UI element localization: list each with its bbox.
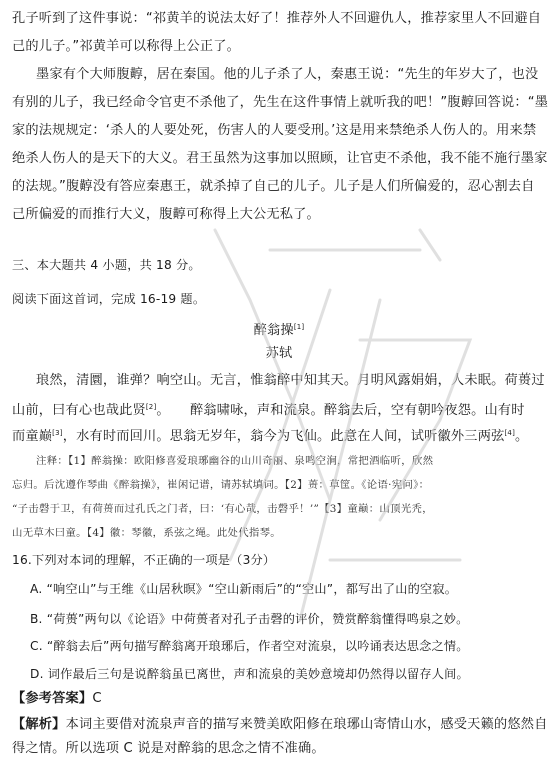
paragraph-line: 孔子听到了这件事说：“祁黄羊的说法太好了！推荐外人不回避仇人，推荐家里人不回避自 [12,11,542,26]
answer-line [12,690,548,708]
analysis-label: 【解析】 [12,717,66,732]
poem-line: 琅然，清圜，谁弹？响空山。无言，惟翁醉中知其天。月明风露娟娟，人未眠。荷蒉过 [36,373,545,388]
option-a [30,580,548,598]
poem-text: 。 醉翁啸咏，声和流泉。醉翁去后，空有朝吟夜怨。山有时 [156,403,525,418]
analysis-line [12,716,548,734]
option-key: A. [30,582,43,596]
footnote-ref: [2] [145,403,157,411]
answer-label: 【参考答案】 [12,691,93,706]
footnote-ref: [1] [293,323,305,331]
note-line: 注释：【1】醉翁操：欧阳修喜爱琅琊幽谷的山川奇丽、泉鸣空涧，常把酒临听，欣然 [36,455,434,467]
option-text: 词作最后三句是说醉翁虽已离世，声和流泉的美妙意境却仍然得以留存人间。 [47,667,469,681]
option-key: C. [30,639,43,653]
note-line: “子击磬于卫，有荷蒉而过孔氏之门者，曰：‘有心哉，击磬乎！’”【3】童巅：山顶光秃， [12,503,433,515]
paragraph-line: 家的法规规定：‘杀人的人要处死，伤害人的人要受刑。’这是用来禁绝杀人伤人的。用来禁 [12,123,537,138]
note-line: 山无草木曰童。【4】徽：琴徽，系弦之绳。此处代指琴。 [12,527,281,539]
poem-text: 。 [515,429,529,444]
poem-author: 苏轼 [265,346,293,361]
section-instruction: 阅读下面这首词，完成 16-19 题。 [12,292,206,306]
option-text: “响空山”与王维《山居秋暝》“空山新雨后”的“空山”，都写出了山的空寂。 [46,582,458,596]
poem-title-text: 醉翁操 [253,323,294,338]
analysis-line: 得之情。所以选项 C 说是对醉翁的思念之情不准确。 [12,741,325,756]
paragraph-line: 己的儿子。”祁黄羊可以称得上公正了。 [12,39,241,54]
poem-text: 山前，曰有心也哉此贤 [12,403,146,418]
poem-line [12,424,548,446]
footnote-ref: [3] [52,429,63,437]
paragraph-line: 己所偏爱的而推行大义，腹䵍可称得上大公无私了。 [12,207,320,222]
option-text: “醉翁去后”两句描写醉翁离开琅琊后，作者空对流泉，以吟诵表达思念之情。 [46,639,469,653]
option-b [30,610,548,628]
option-key: B. [30,612,43,626]
option-text: “荷蒉”两句以《论语》中荷蒉者对孔子击磬的评价，赞赏醉翁懂得鸣泉之妙。 [46,612,469,626]
footnote-ref: [4] [504,429,515,437]
question-stem: 16.下列对本词的理解，不正确的一项是（3分） [12,553,276,567]
analysis-text: 本词主要借对流泉声音的描写来赞美欧阳修在琅琊山寄情山水，感受天籁的悠然自 [65,717,548,732]
option-key: D. [30,667,44,681]
poem-text: ，水有时而回川。思翁无岁年，翁今为飞仙。此意在人间，试听徽外三两弦 [62,429,505,444]
paragraph-line: 墨家有个大师腹䵍，居在秦国。他的儿子杀了人，秦惠王说：“先生的年岁大了，也没 [36,67,539,82]
paragraph-line: 绝杀人伤人的是天下的大义。君王虽然为这事加以照顾，让官吏不杀他，我不能不施行墨家 [12,151,548,166]
poem-line [12,398,548,420]
poem-title [0,318,558,340]
poem-text: 而童巅 [12,429,53,444]
paragraph-line: 的法规。”腹䵍没有答应秦惠王，就杀掉了自己的儿子。儿子是人们所偏爱的，忍心割去自 [12,179,535,194]
option-d [30,665,548,683]
paragraph-line: 有别的儿子，我已经命令官吏不杀他了，先生在这件事情上就听我的吧！”腹䵍回答说：“墨 [12,95,549,110]
section-heading: 三、本大题共 4 小题，共 18 分。 [12,258,201,272]
answer-value: C [92,691,102,706]
note-line: 忘归。后沈遵作琴曲《醉翁操》，崔闲记谱，请苏轼填词。【2】蒉：草筐。《论语·宪问》： [12,479,430,491]
option-c [30,637,548,655]
